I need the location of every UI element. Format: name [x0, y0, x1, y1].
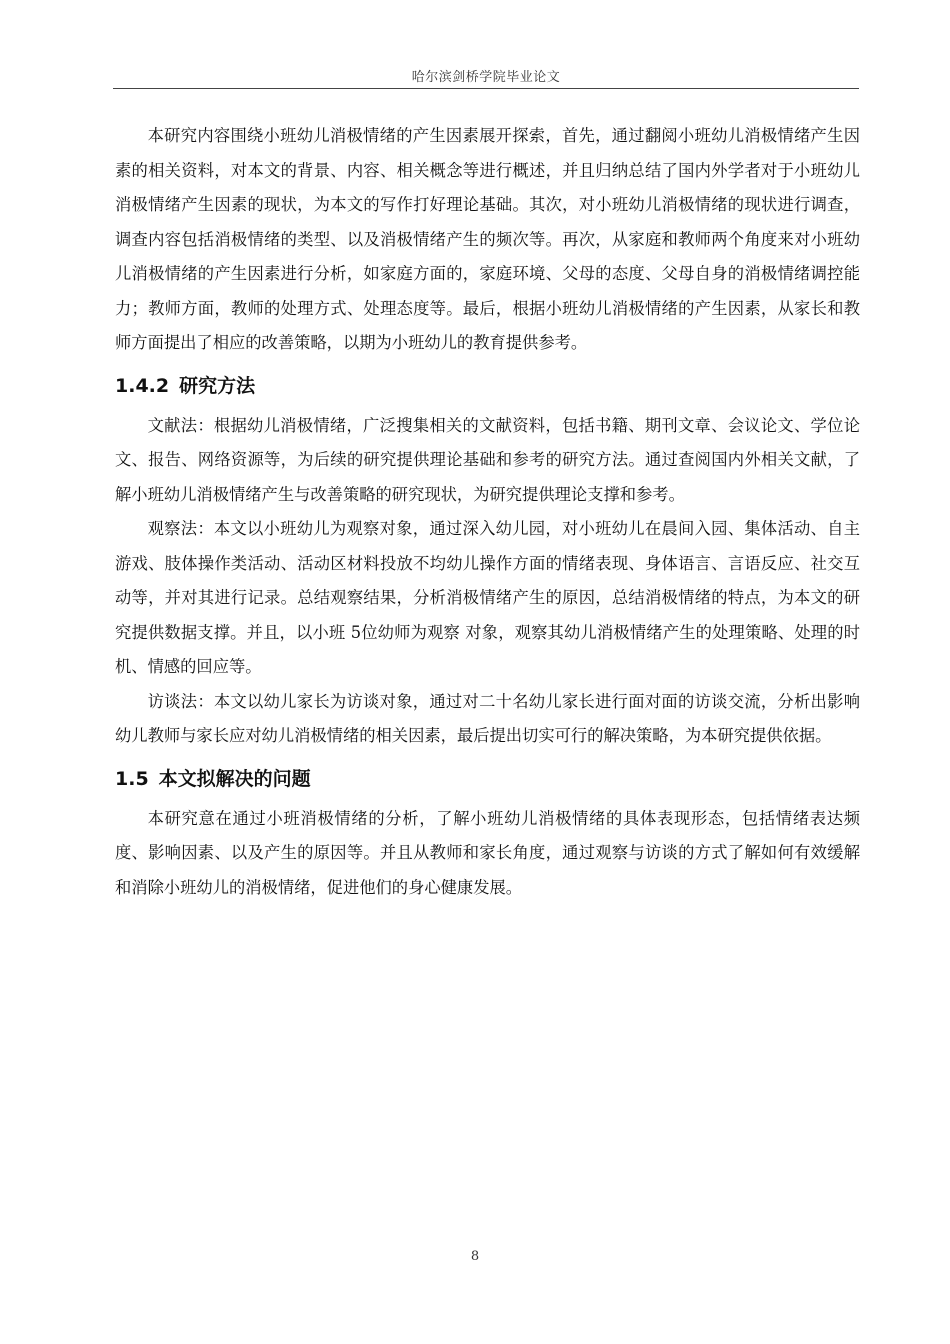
section-number: 1.5	[115, 767, 149, 790]
paragraph-interview-method: 访谈法：本文以幼儿家长为访谈对象，通过对二十名幼儿家长进行面对面的访谈交流，分析出影响幼儿教师与家长应对幼儿消极情绪的相关因素，最后提出切实可行的解决策略，为本研究提供依据。	[115, 691, 860, 745]
page-number: 8	[470, 1249, 480, 1264]
running-header: 哈尔滨剑桥学院毕业论文	[411, 70, 561, 85]
paragraph-problems-to-solve: 本研究意在通过小班消极情绪的分析，了解小班幼儿消极情绪的具体表现形态，包括情绪表达频度、影响因素、以及产生的原因等。并且从教师和家长角度，通过观察与访谈的方式了解如何有效缓解和消除小班幼儿的消极情绪，促进他们的身心健康发展。	[115, 808, 860, 897]
section-heading-1-4-2	[115, 361, 860, 409]
section-heading-1-5	[115, 754, 860, 802]
section-number: 1.4.2	[115, 374, 170, 397]
paragraph-observation-method: 观察法：本文以小班幼儿为观察对象，通过深入幼儿园，对小班幼儿在晨间入园、集体活动、自主游戏、肢体操作类活动、活动区材料投放不均幼儿操作方面的情绪表现、身体语言、言语反应、社交互动等，并对其进行记录。总结观察结果，分析消极情绪产生的原因，总结消极情绪的特点，为本文的研究提供数据支撑。并且，以小班 5位幼师为观察 对象，观察其幼儿消极情绪产生的处理策略、处理的时机、情感的回应等。	[115, 519, 860, 676]
page-content	[115, 119, 860, 905]
header-rule	[113, 88, 859, 89]
paragraph-research-content: 本研究内容围绕小班幼儿消极情绪的产生因素展开探索，首先，通过翻阅小班幼儿消极情绪产生因素的相关资料，对本文的背景、内容、相关概念等进行概述，并且归纳总结了国内外学者对于小班幼儿消极情绪产生因素的现状，为本文的写作打好理论基础。其次，对小班幼儿消极情绪的现状进行调查，调查内容包括消极情绪的类型、以及消极情绪产生的频次等。再次，从家庭和教师两个角度来对小班幼儿消极情绪的产生因素进行分析，如家庭方面的，家庭环境、父母的态度、父母自身的消极情绪调控能力；教师方面，教师的处理方式、处理态度等。最后，根据小班幼儿消极情绪的产生因素，从家长和教师方面提出了相应的改善策略，以期为小班幼儿的教育提供参考。	[115, 126, 860, 352]
paragraph-literature-method: 文献法：根据幼儿消极情绪，广泛搜集相关的文献资料，包括书籍、期刊文章、会议论文、学位论文、报告、网络资源等，为后续的研究提供理论基础和参考的研究方法。通过查阅国内外相关文献，了解小班幼儿消极情绪产生与改善策略的研究现状，为研究提供理论支撑和参考。	[115, 415, 860, 504]
section-title: 本文拟解决的问题	[158, 767, 311, 790]
section-title: 研究方法	[179, 374, 256, 397]
